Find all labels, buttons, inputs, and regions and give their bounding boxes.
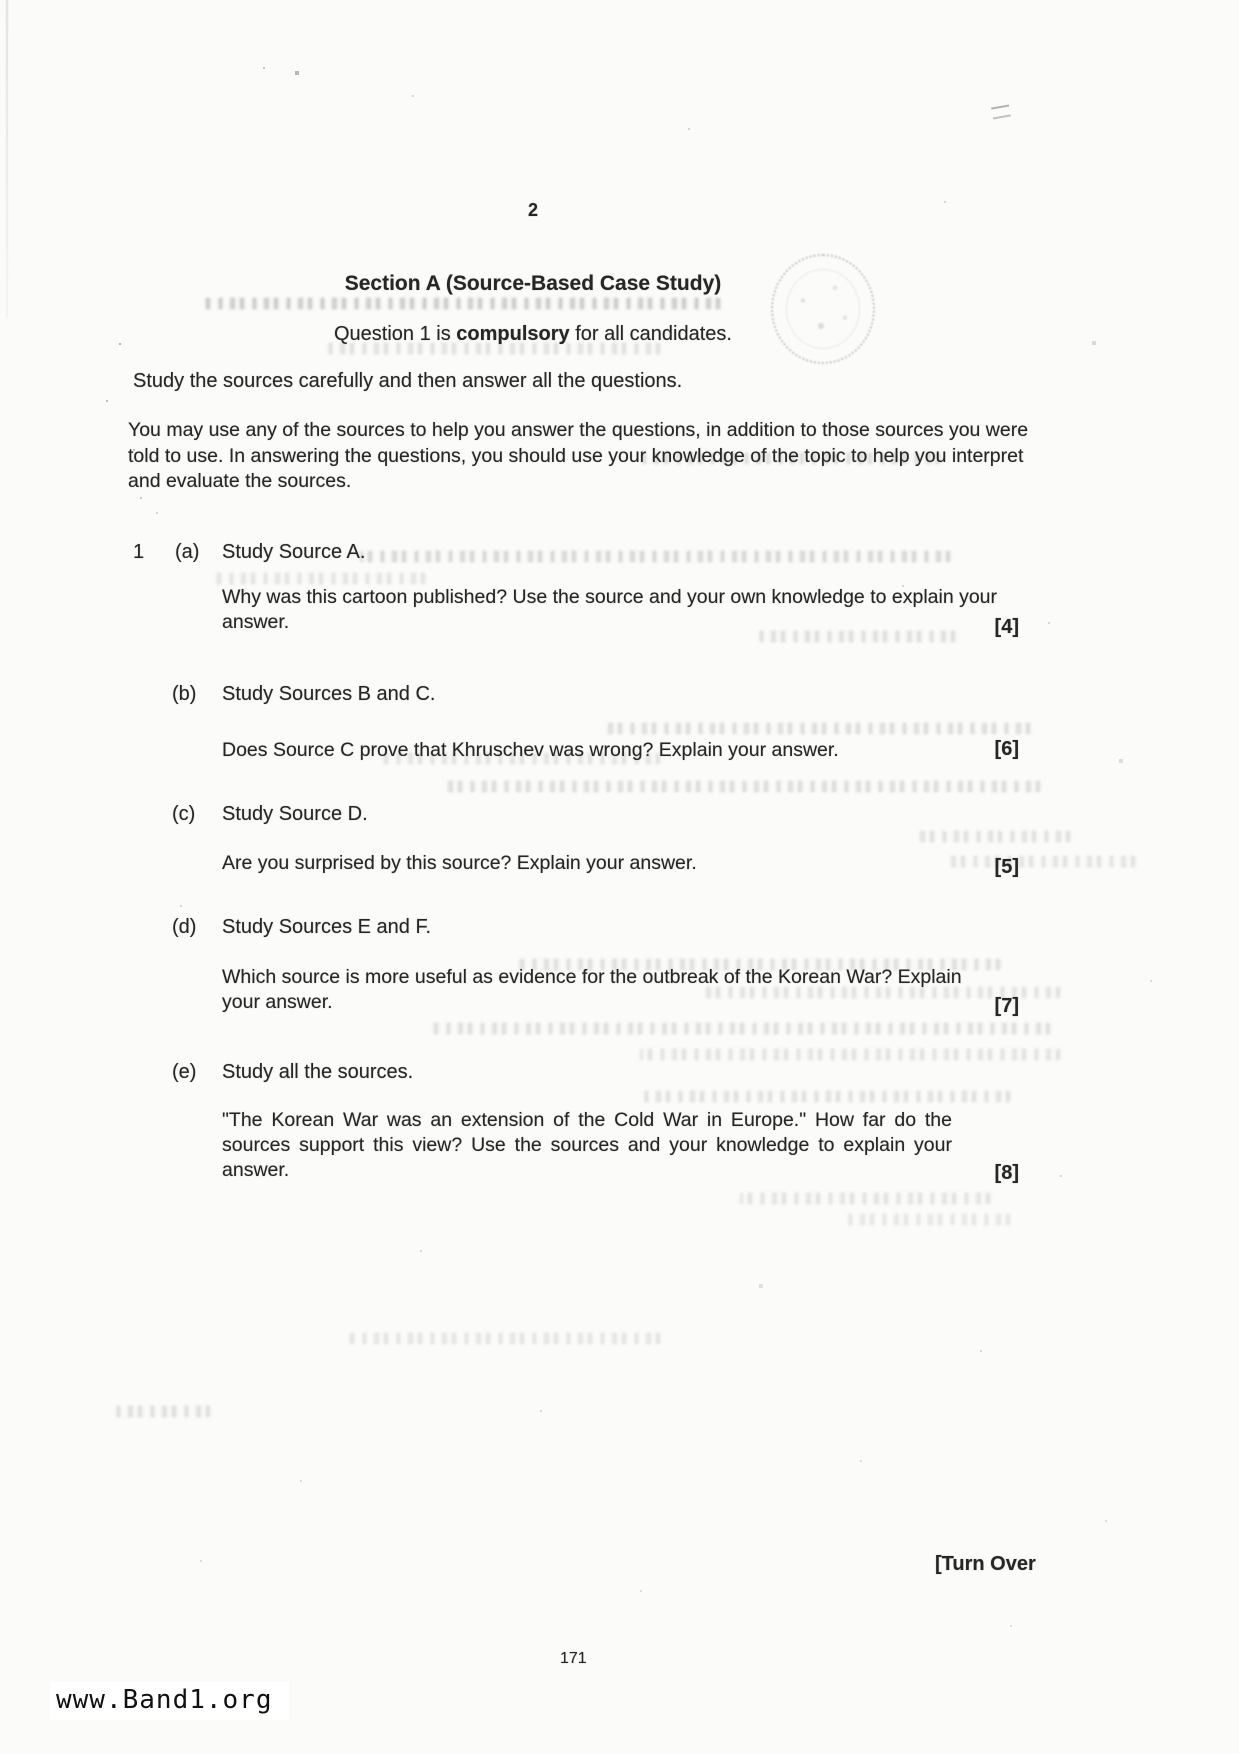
bleed-through-artifact	[205, 298, 720, 310]
page-number: 2	[527, 200, 538, 220]
compulsory-suffix: for all candidates.	[569, 323, 732, 345]
question-part-b-heading-row	[172, 683, 435, 706]
question-part-a-heading-row	[133, 541, 365, 564]
part-a-question-text: Why was this cartoon published? Use the source and your own knowledge to explain your answer.	[222, 586, 998, 633]
part-d-label: (d)	[172, 916, 197, 938]
bleed-through-artifact	[440, 781, 1040, 793]
bleed-through-artifact	[840, 1214, 1010, 1226]
bleed-through-artifact	[600, 723, 1030, 735]
part-b-marks: [6]	[994, 738, 1019, 760]
part-e-marks: [8]	[994, 1162, 1019, 1184]
scan-noise-artifact	[0, 0, 2, 2]
usage-paragraph: You may use any of the sources to help you answer the questions, in addition to those sources you were told to use. In answering the questions, you should use your knowledge of the topic to help you interpret and evaluate the sources.	[128, 419, 1029, 492]
compulsory-bold-word: compulsory	[456, 323, 570, 345]
bleed-through-artifact	[360, 551, 950, 563]
part-b-label: (b)	[172, 683, 197, 705]
scan-fold-artifact	[6, 0, 8, 318]
bleed-through-artifact	[430, 1023, 1050, 1035]
compulsory-instruction	[0, 323, 1066, 346]
question-part-e-heading-row	[172, 1061, 413, 1084]
question-number: 1	[133, 541, 145, 563]
question-part-d-heading-row	[172, 916, 431, 939]
bleed-through-artifact	[740, 1193, 990, 1205]
bleed-through-artifact	[640, 1049, 1060, 1061]
sheet-number: 171	[560, 1650, 587, 1667]
part-a-heading: Study Source A.	[222, 541, 366, 563]
part-c-heading: Study Source D.	[222, 803, 368, 825]
school-stamp-artifact	[771, 254, 875, 364]
part-c-label: (c)	[172, 803, 196, 825]
part-d-question-text: Which source is more useful as evidence for the outbreak of the Korean War? Explain your answer.	[222, 966, 962, 1013]
question-part-c-heading-row	[172, 803, 368, 826]
pen-mark-artifact	[991, 105, 1011, 120]
part-e-label: (e)	[172, 1061, 197, 1083]
part-c-marks: [5]	[994, 856, 1019, 878]
bleed-through-artifact	[640, 1091, 1010, 1103]
part-b-heading: Study Sources B and C.	[222, 683, 436, 705]
part-e-question-text: "The Korean War was an extension of the Cold War in Europe." How far do the sources support this view? Use the sources and your knowledge to explain your answer.	[222, 1109, 952, 1181]
part-d-marks: [7]	[994, 995, 1019, 1017]
compulsory-prefix: Question 1 is	[334, 323, 457, 345]
part-d-heading: Study Sources E and F.	[222, 916, 432, 938]
bleed-through-artifact	[115, 1406, 210, 1418]
part-b-question-text: Does Source C prove that Khruschev was wrong? Explain your answer.	[222, 739, 839, 761]
bleed-through-artifact	[215, 573, 425, 585]
bleed-through-artifact	[350, 1333, 660, 1345]
watermark-url: www.Band1.org	[50, 1682, 289, 1720]
section-title: Section A (Source-Based Case Study)	[344, 272, 722, 295]
turn-over-label: [Turn Over	[935, 1553, 1036, 1575]
part-e-heading: Study all the sources.	[222, 1061, 414, 1083]
study-instruction: Study the sources carefully and then answer all the questions.	[133, 370, 683, 392]
bleed-through-artifact	[920, 831, 1070, 843]
part-a-marks: [4]	[994, 616, 1019, 638]
part-c-question-text: Are you surprised by this source? Explain your answer.	[222, 852, 697, 874]
part-a-label: (a)	[175, 541, 200, 563]
